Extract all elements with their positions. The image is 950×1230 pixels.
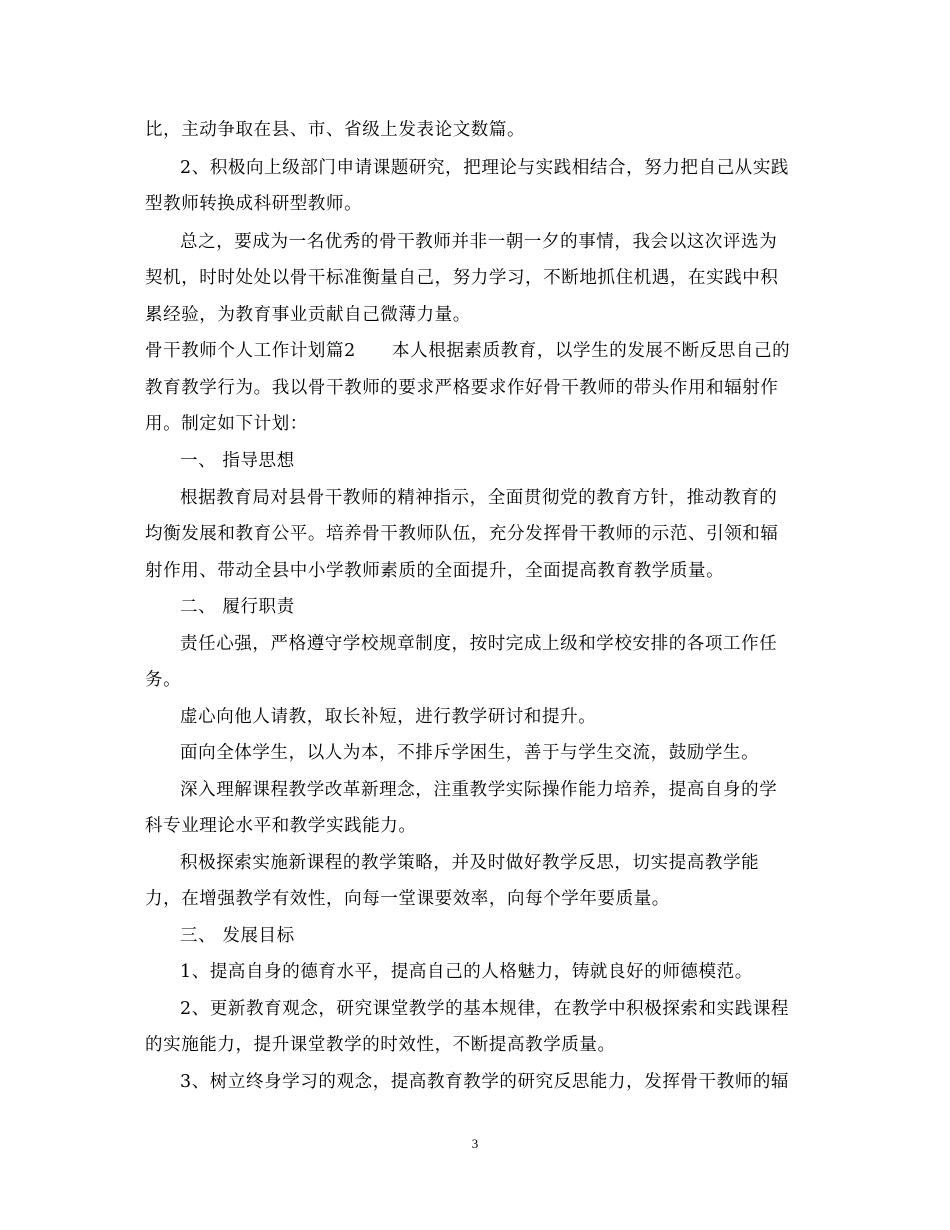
text-line: 用。制定如下计划： xyxy=(145,414,308,434)
text-line: 2、积极向上级部门申请课题研究，把理论与实践相结合，努力把自己从实践 xyxy=(180,158,790,178)
page-number: 3 xyxy=(471,1136,479,1151)
text-line: 1、提高自身的德育水平，提高自己的人格魅力，铸就良好的师德模范。 xyxy=(180,962,753,982)
text-line: 累经验，为教育事业贡献自己微薄力量。 xyxy=(145,305,471,325)
text-line: 契机，时时处处以骨干标准衡量自己，努力学习，不断地抓住机遇，在实践中积 xyxy=(145,268,779,288)
text-line: 深入理解课程教学改革新理念，注重教学实际操作能力培养，提高自身的学 xyxy=(180,780,778,800)
subheading: 一、 指导思想 xyxy=(180,451,295,471)
text-line: 根据教育局对县骨干教师的精神指示，全面贯彻党的教育方针，推动教育的 xyxy=(180,488,778,508)
text-line: 积极探索实施新课程的教学策略，并及时做好教学反思，切实提高教学能 xyxy=(180,853,760,873)
text-line: 力，在增强教学有效性，向每一堂课要效率，向每个学年要质量。 xyxy=(145,889,670,909)
text-line: 的实施能力，提升课堂教学的时效性，不断提高教学质量。 xyxy=(145,1035,616,1055)
text-line: 均衡发展和教育公平。培养骨干教师队伍，充分发挥骨干教师的示范、引领和辐 xyxy=(145,524,779,544)
text-line: 教育教学行为。我以骨干教师的要求严格要求作好骨干教师的带头作用和辐射作 xyxy=(145,378,779,398)
text-line: 2、更新教育观念，研究课堂教学的基本规律，在教学中积极探索和实践课程 xyxy=(180,999,790,1019)
text-line: 射作用、带动全县中小学教师素质的全面提升，全面提高教育教学质量。 xyxy=(145,561,725,581)
section-heading-line: 骨干教师个人工作计划篇2 本人根据素质教育，以学生的发展不断反思自己的 xyxy=(145,341,791,361)
text-line: 虚心向他人请教，取长补短，进行教学研讨和提升。 xyxy=(180,707,597,727)
text-line: 务。 xyxy=(145,670,182,690)
subheading: 二、 履行职责 xyxy=(180,597,295,617)
text-line: 比，主动争取在县、市、省级上发表论文数篇。 xyxy=(145,120,526,140)
text-line: 总之，要成为一名优秀的骨干教师并非一朝一夕的事情，我会以这次评选为 xyxy=(180,232,778,252)
text-line: 科专业理论水平和教学实践能力。 xyxy=(145,816,417,836)
text-line: 3、树立终身学习的观念，提高教育教学的研究反思能力，发挥骨干教师的辐 xyxy=(180,1072,790,1092)
text-line: 责任心强，严格遵守学校规章制度，按时完成上级和学校安排的各项工作任 xyxy=(180,634,778,654)
subheading: 三、 发展目标 xyxy=(180,926,295,946)
text-line: 面向全体学生，以人为本，不排斥学困生，善于与学生交流，鼓励学生。 xyxy=(180,743,760,763)
text-line: 型教师转换成科研型教师。 xyxy=(145,194,363,214)
